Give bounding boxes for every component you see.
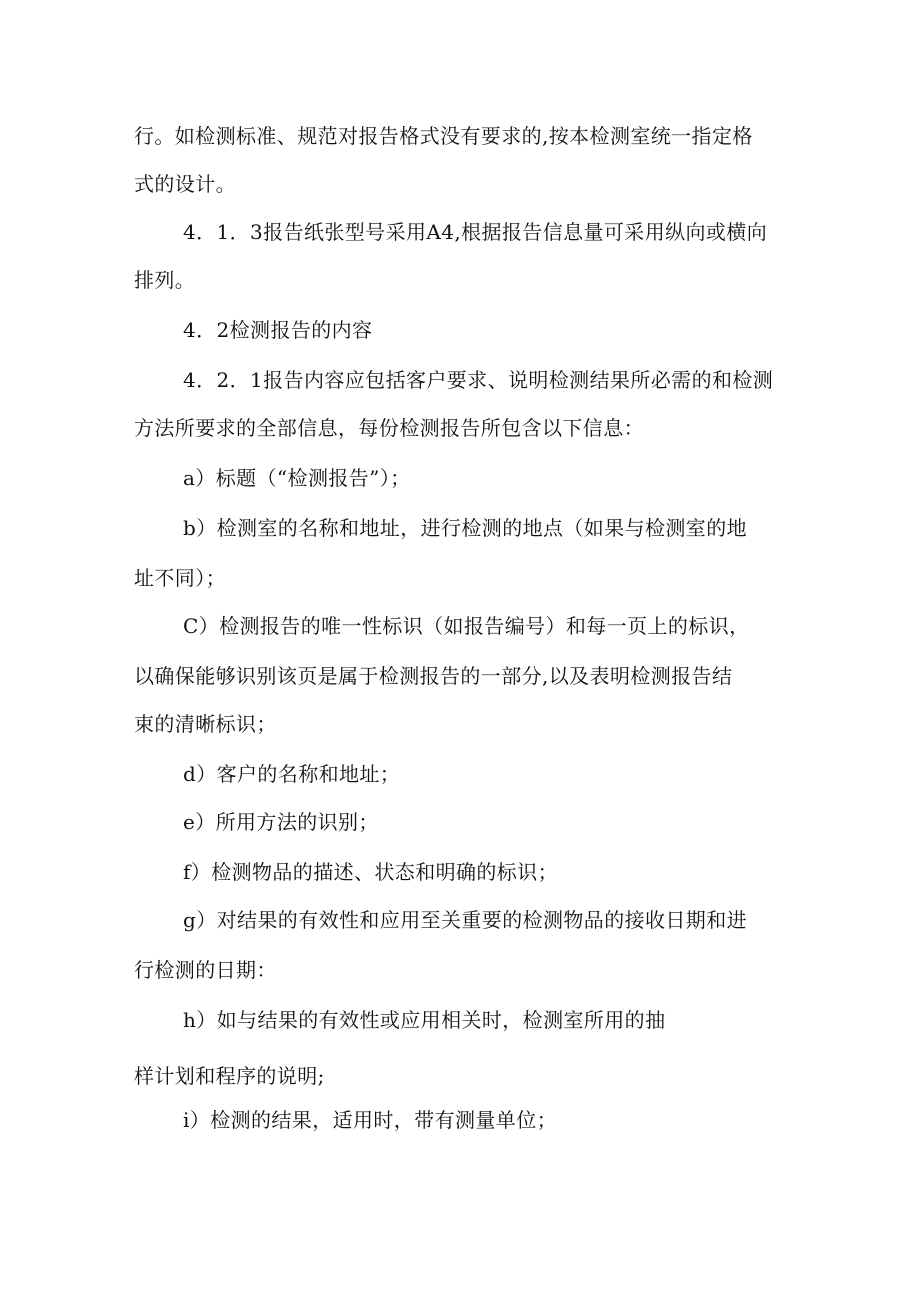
paragraph-line: 排列。 xyxy=(134,268,196,292)
paragraph-line: 行检测的日期： xyxy=(134,958,277,982)
list-item: i）检测的结果，适用时，带有测量单位； xyxy=(183,1108,557,1132)
list-item: b）检测室的名称和地址，进行检测的地点（如果与检测室的地 xyxy=(183,516,748,540)
list-item: g）对结果的有效性和应用至关重要的检测物品的接收日期和进 xyxy=(183,908,748,932)
paragraph-line: 行。如检测标准、规范对报告格式没有要求的,按本检测室统一指定格 xyxy=(134,124,753,148)
paragraph-line: 以确保能够识别该页是属于检测报告的一部分,以及表明检测报告结 xyxy=(134,664,733,688)
section-heading: 4．2检测报告的内容 xyxy=(183,318,373,342)
paragraph-line: 方法所要求的全部信息，每份检测报告所包含以下信息： xyxy=(134,416,644,440)
paragraph-line: 式的设计。 xyxy=(134,172,236,196)
paragraph-line: 束的清晰标识； xyxy=(134,712,277,736)
list-item: d）客户的名称和地址； xyxy=(183,762,401,786)
list-item: C）检测报告的唯一性标识（如报告编号）和每一页上的标识， xyxy=(183,614,750,638)
paragraph-line: 址不同）； xyxy=(134,566,226,590)
list-item: f）检测物品的描述、状态和明确的标识； xyxy=(183,860,559,884)
paragraph-line: 4．2．1报告内容应包括客户要求、说明检测结果所必需的和检测 xyxy=(183,368,774,392)
paragraph-line: 样计划和程序的说明; xyxy=(134,1064,325,1088)
paragraph-line: 4．1．3报告纸张型号采用A4,根据报告信息量可采用纵向或横向 xyxy=(183,220,768,244)
list-item: a）标题（“检测报告”）； xyxy=(183,466,411,490)
list-item: e）所用方法的识别； xyxy=(183,810,379,834)
list-item: h）如与结果的有效性或应用相关时，检测室所用的抽 xyxy=(183,1008,666,1032)
